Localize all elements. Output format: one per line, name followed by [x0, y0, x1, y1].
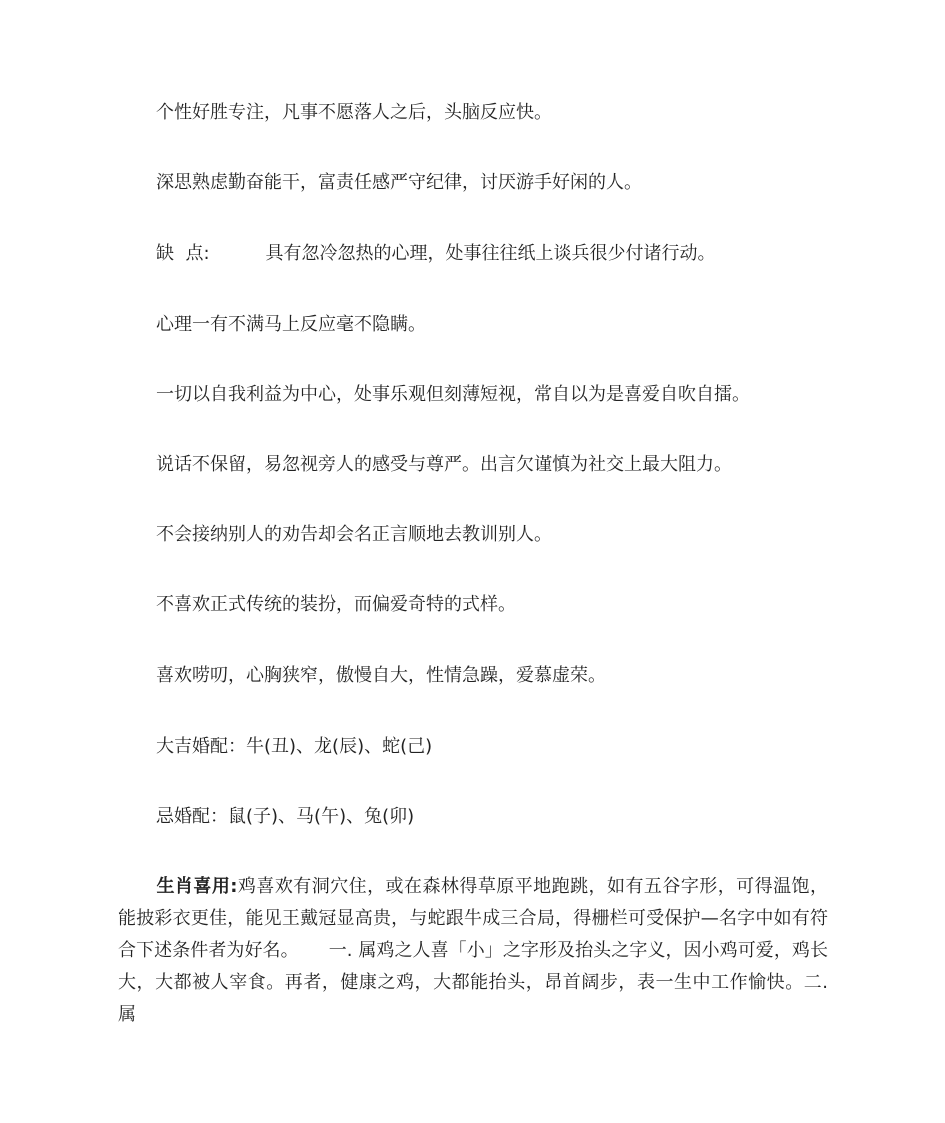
text-line: 不会接纳别人的劝告却会名正言顺地去教训别人。	[156, 524, 552, 545]
text-line: 说话不保留，易忽视旁人的感受与尊严。出言欠谨慎为社交上最大阻力。	[156, 454, 732, 475]
bad-match-line: 忌婚配：鼠(子)、马(午)、兔(卯)	[156, 806, 415, 827]
text-line: 不喜欢正式传统的装扮，而偏爱奇特的式样。	[156, 594, 516, 615]
good-match-line: 大吉婚配：牛(丑)、龙(辰)、蛇(己)	[156, 736, 433, 757]
weakness-label: 缺 点:	[156, 243, 210, 264]
text-line: 喜欢唠叨，心胸狭窄，傲慢自大，性情急躁，爱慕虚荣。	[156, 665, 606, 686]
text-line: 一切以自我利益为中心，处事乐观但刻薄短视，常自以为是喜爱自吹自擂。	[156, 384, 750, 405]
text-line: 深思熟虑勤奋能干，富责任感严守纪律，讨厌游手好闲的人。	[156, 172, 642, 193]
zodiac-use-paragraph	[118, 871, 828, 1031]
zodiac-use-text: 鸡喜欢有洞穴住，或在森林得草原平地跑跳，如有五谷字形，可得温饱，能披彩衣更佳，能见王戴冠显高贵，与蛇跟牛成三合局，得栅栏可受保护—名字中如有符合下述条件者为好名。	[118, 876, 828, 961]
zodiac-use-label: 生肖喜用:	[156, 876, 238, 897]
text-line: 心理一有不满马上反应毫不隐瞒。	[156, 314, 426, 335]
weakness-line	[156, 242, 716, 266]
text-line: 个性好胜专注，凡事不愿落人之后，头脑反应快。	[156, 102, 552, 123]
weakness-text: 具有忽冷忽热的心理，处事往往纸上谈兵很少付诸行动。	[265, 243, 716, 264]
zodiac-use-text-cont: 一. 属鸡之人喜「小」之字形及抬头之字义，因小鸡可爱，鸡长大，大都被人宰食。再者，健康之鸡，大都能抬头，昂首阔步，表一生中工作愉快。二. 属	[118, 940, 828, 1025]
